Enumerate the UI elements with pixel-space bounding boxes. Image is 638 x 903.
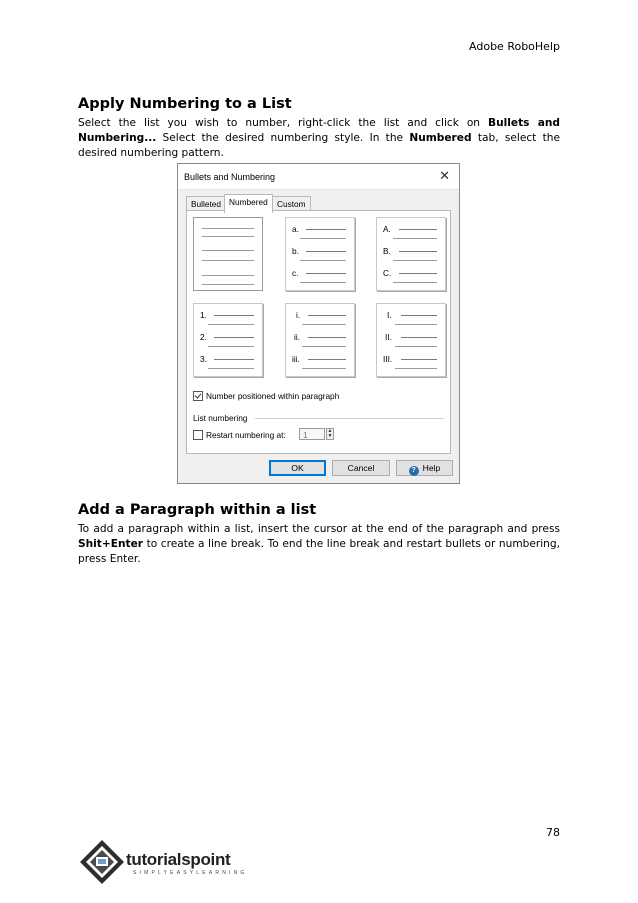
numbering-style-upper-alpha[interactable] [376,217,446,291]
numbering-style-none[interactable] [193,217,263,291]
sample-line [300,282,346,283]
ok-button[interactable]: OK [269,460,326,476]
sample-line [202,236,254,237]
tab-custom[interactable]: Custom [272,196,311,212]
sample-label: B. [383,246,391,256]
sample-label: I. [387,310,392,320]
running-header: Adobe RoboHelp [469,40,560,53]
sample-line [401,315,437,316]
sample-row [383,268,441,278]
sample-label: b. [292,246,299,256]
number-positioned-checkbox[interactable] [193,391,203,401]
sample-line [300,260,346,261]
numbering-style-decimal[interactable] [193,303,263,377]
sample-row [292,224,350,234]
sample-line [308,315,346,316]
sample-line [214,337,254,338]
sample-row [200,310,258,320]
sample-line [208,346,254,347]
cancel-button[interactable]: Cancel [332,460,390,476]
sample-line [214,359,254,360]
section-paragraph-add-paragraph: To add a paragraph within a list, insert the cursor at the end of the paragraph and press Shit+Enter to create a line break. To end the line break and restart bullets or numbering, press Enter. [78,523,560,565]
sample-line [202,228,254,229]
sample-label: i. [296,310,301,320]
sample-row [292,246,350,256]
sample-line [306,229,346,230]
restart-numbering-input[interactable]: 1 [299,428,325,440]
sample-label: II. [385,332,392,342]
sample-line [302,368,346,369]
sample-line [302,346,346,347]
sample-label: 1. [200,310,207,320]
dialog-title: Bullets and Numbering [184,172,276,182]
restart-numbering-label: Restart numbering at: [206,430,286,440]
logo-tagline: SIMPLYEASYLEARNING [133,870,248,876]
tutorialspoint-logo-icon [78,838,126,888]
sample-line [308,359,346,360]
list-numbering-label: List numbering [193,413,248,423]
sample-line [308,337,346,338]
sample-line [306,251,346,252]
section-paragraph-apply-numbering: Select the list you wish to number, right-click the list and click on Bullets and Numbering... Select the desired numbering style. In the Numbered tab, select the desired numbering pattern. [78,117,560,159]
sample-row [292,268,350,278]
help-icon: ? [409,466,419,476]
sample-line [208,368,254,369]
sample-label: iii. [292,354,300,364]
sample-label: 3. [200,354,207,364]
sample-row [292,310,350,320]
sample-line [214,315,254,316]
sample-label: A. [383,224,391,234]
sample-line [399,251,437,252]
sample-label: ii. [294,332,300,342]
tab-bulleted[interactable]: Bulleted [186,196,226,212]
sample-label: c. [292,268,299,278]
numbered-tab-panel [186,210,451,454]
sample-row [383,310,441,320]
numbering-style-lower-alpha[interactable] [285,217,355,291]
sample-line [399,229,437,230]
group-separator [255,418,444,419]
sample-line [395,368,437,369]
close-icon[interactable]: ✕ [439,168,450,183]
section-heading-add-paragraph: Add a Paragraph within a list [78,502,317,518]
sample-label: C. [383,268,392,278]
restart-numbering-checkbox[interactable] [193,430,203,440]
sample-line [306,273,346,274]
section-heading-apply-numbering: Apply Numbering to a List [78,96,292,112]
tab-numbered[interactable]: Numbered [224,194,273,213]
sample-row [200,332,258,342]
sample-row [383,332,441,342]
number-positioned-label: Number positioned within paragraph [206,391,340,401]
help-button[interactable] [396,460,453,476]
sample-label: 2. [200,332,207,342]
sample-line [401,337,437,338]
sample-line [393,260,437,261]
bullets-numbering-dialog [177,163,460,484]
spin-arrows-icon[interactable]: ▲ ▼ [327,428,333,439]
sample-label: a. [292,224,299,234]
sample-row [383,224,441,234]
sample-line [202,275,254,276]
sample-line [302,324,346,325]
sample-line [393,238,437,239]
logo-wordmark: tutorialspoint [126,850,231,869]
sample-row [200,354,258,364]
help-button-label: Help [422,463,441,473]
sample-row [292,332,350,342]
sample-line [393,282,437,283]
sample-line [401,359,437,360]
page-number: 78 [546,826,560,839]
sample-line [202,260,254,261]
sample-row [383,354,441,364]
sample-line [300,238,346,239]
numbering-style-lower-roman[interactable] [285,303,355,377]
sample-line [208,324,254,325]
sample-line [395,324,437,325]
sample-label: III. [383,354,393,364]
tutorialspoint-logo [78,838,278,888]
numbering-style-upper-roman[interactable] [376,303,446,377]
sample-line [202,250,254,251]
sample-line [399,273,437,274]
sample-row [383,246,441,256]
sample-line [202,284,254,285]
sample-line [395,346,437,347]
dialog-titlebar [178,164,459,190]
sample-row [292,354,350,364]
